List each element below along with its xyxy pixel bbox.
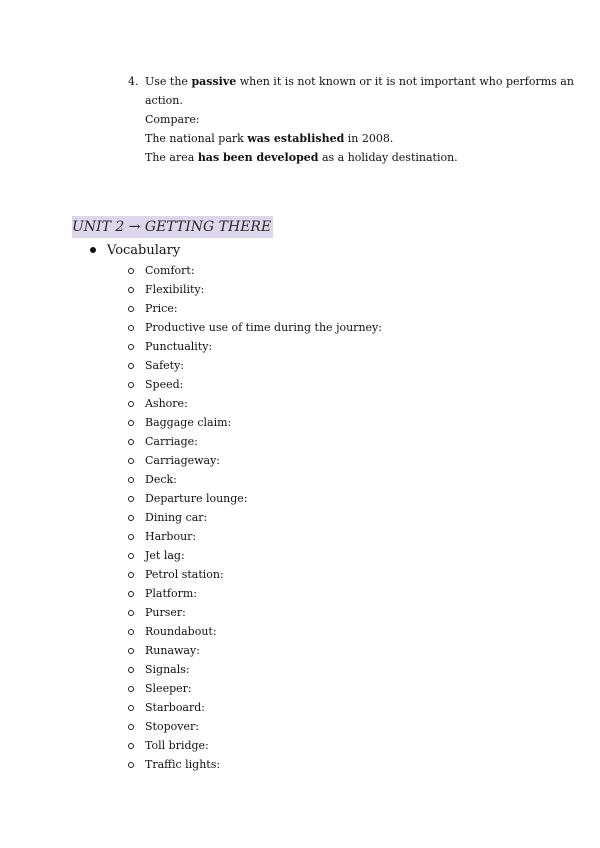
vocabulary-term: Sleeper: (145, 682, 192, 695)
hollow-bullet-icon (128, 401, 134, 407)
vocabulary-term: Platform: (145, 587, 197, 600)
vocabulary-item (128, 413, 382, 432)
vocabulary-term: Carriageway: (145, 454, 221, 467)
vocabulary-term: Dining car: (145, 511, 208, 524)
rule-text-cont: when it is not known or it is not important who performs an (236, 75, 574, 88)
hollow-bullet-icon (128, 553, 134, 559)
vocabulary-term: Carriage: (145, 435, 198, 448)
vocabulary-term: Flexibility: (145, 283, 205, 296)
list-item-body (145, 72, 574, 167)
vocabulary-item (128, 584, 382, 603)
unit-heading: UNIT 2 → GETTING THERE (72, 216, 273, 238)
hollow-bullet-icon (128, 648, 134, 654)
vocabulary-item (128, 565, 382, 584)
list-number: 4. (128, 75, 139, 88)
hollow-bullet-icon (128, 458, 134, 464)
hollow-bullet-icon (128, 515, 134, 521)
hollow-bullet-icon (128, 363, 134, 369)
vocabulary-item (128, 641, 382, 660)
hollow-bullet-icon (128, 344, 134, 350)
vocabulary-item (128, 299, 382, 318)
rule-line-2: action. (145, 94, 183, 107)
vocabulary-term: Stopover: (145, 720, 199, 733)
vocabulary-term: Baggage claim: (145, 416, 232, 429)
vocabulary-item (128, 375, 382, 394)
hollow-bullet-icon (128, 724, 134, 730)
vocabulary-item (128, 622, 382, 641)
vocabulary-item (128, 356, 382, 375)
hollow-bullet-icon (128, 667, 134, 673)
vocabulary-term: Petrol station: (145, 568, 224, 581)
example-text: The national park (145, 132, 248, 145)
vocabulary-item (128, 660, 382, 679)
vocabulary-term: Purser: (145, 606, 186, 619)
example-text-cont: as a holiday destination. (318, 151, 458, 164)
vocabulary-item (128, 318, 382, 337)
vocabulary-item (128, 261, 382, 280)
vocabulary-term: Speed: (145, 378, 184, 391)
hollow-bullet-icon (128, 325, 134, 331)
hollow-bullet-icon (128, 591, 134, 597)
hollow-bullet-icon (128, 306, 134, 312)
example-sentence-2 (145, 148, 528, 167)
hollow-bullet-icon (128, 686, 134, 692)
hollow-bullet-icon (128, 705, 134, 711)
vocabulary-item (128, 432, 382, 451)
vocabulary-term: Ashore: (145, 397, 188, 410)
numbered-list-item-4 (128, 72, 574, 167)
vocabulary-item (128, 337, 382, 356)
rule-bold-term: passive (191, 75, 237, 88)
vocabulary-term: Departure lounge: (145, 492, 248, 505)
hollow-bullet-icon (128, 762, 134, 768)
example-text-cont: in 2008. (344, 132, 394, 145)
vocabulary-item (128, 394, 382, 413)
hollow-bullet-icon (128, 477, 134, 483)
vocabulary-term: Roundabout: (145, 625, 217, 638)
vocabulary-term: Signals: (145, 663, 190, 676)
vocabulary-term: Productive use of time during the journey: (145, 321, 382, 334)
vocabulary-term: Starboard: (145, 701, 206, 714)
vocabulary-item (128, 679, 382, 698)
compare-label: Compare: (145, 113, 200, 126)
vocabulary-term: Harbour: (145, 530, 197, 543)
vocabulary-item (128, 451, 382, 470)
vocabulary-item (128, 470, 382, 489)
hollow-bullet-icon (128, 287, 134, 293)
vocabulary-item (128, 736, 382, 755)
hollow-bullet-icon (128, 382, 134, 388)
example-bold-verb: has been developed (197, 151, 319, 164)
vocabulary-item (128, 546, 382, 565)
vocabulary-term: Price: (145, 302, 178, 315)
vocabulary-term: Toll bridge: (145, 739, 209, 752)
bullet-dot-icon (90, 247, 96, 253)
vocabulary-item (128, 527, 382, 546)
vocabulary-term: Comfort: (145, 264, 195, 277)
example-text: The area (145, 151, 198, 164)
hollow-bullet-icon (128, 268, 134, 274)
vocabulary-term: Safety: (145, 359, 185, 372)
hollow-bullet-icon (128, 439, 134, 445)
hollow-bullet-icon (128, 610, 134, 616)
vocabulary-item (128, 717, 382, 736)
vocabulary-item (128, 755, 382, 774)
vocabulary-item (128, 508, 382, 527)
rule-text: Use the (145, 75, 192, 88)
vocabulary-item (128, 603, 382, 622)
hollow-bullet-icon (128, 534, 134, 540)
vocabulary-term: Deck: (145, 473, 177, 486)
vocabulary-term: Punctuality: (145, 340, 213, 353)
section-label: Vocabulary (107, 243, 181, 258)
vocabulary-item (128, 280, 382, 299)
vocabulary-list (128, 261, 382, 774)
rule-line-1 (145, 72, 574, 91)
vocabulary-item (128, 489, 382, 508)
vocabulary-term: Traffic lights: (145, 758, 221, 771)
vocabulary-term: Jet lag: (145, 549, 185, 562)
hollow-bullet-icon (128, 629, 134, 635)
vocabulary-item (128, 698, 382, 717)
hollow-bullet-icon (128, 572, 134, 578)
hollow-bullet-icon (128, 743, 134, 749)
example-bold-verb: was established (247, 132, 345, 145)
vocabulary-term: Runaway: (145, 644, 200, 657)
vocabulary-bullet (90, 241, 180, 261)
hollow-bullet-icon (128, 420, 134, 426)
hollow-bullet-icon (128, 496, 134, 502)
example-sentence-1 (145, 129, 528, 148)
